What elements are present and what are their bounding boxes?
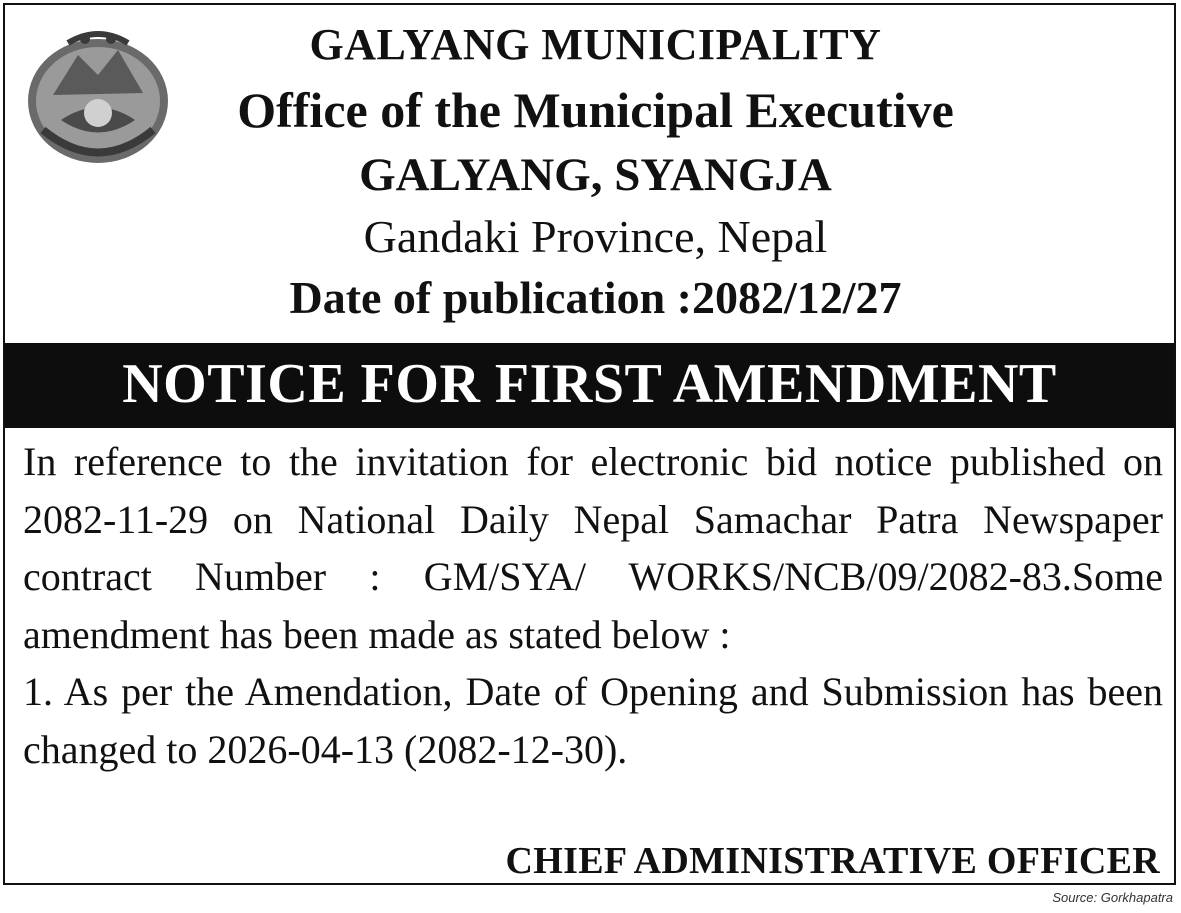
notice-paragraph-reference: In reference to the invitation for electronic bid notice published on 2082-11-29 on National Daily Nepal Samachar Patra Newspaper contract Number : GM/SYA/ WORKS/NCB/09/2082-83.Some amendment has been made as stated below : — [23, 439, 1163, 657]
notice-title-banner — [5, 343, 1174, 428]
notice-body — [23, 433, 1163, 778]
municipality-name: GALYANG MUNICIPALITY — [309, 20, 882, 69]
notice-paragraph-amendment: 1. As per the Amendation, Date of Opening and Submission has been changed to 2026-04-13 (2082-12-30). — [23, 669, 1163, 772]
notice-title: NOTICE FOR FIRST AMENDMENT — [122, 353, 1057, 415]
notice-frame — [3, 3, 1176, 885]
province-name: Gandaki Province, Nepal — [363, 211, 828, 262]
source-credit: Source: Gorkhapatra — [1052, 890, 1173, 905]
office-name: Office of the Municipal Executive — [237, 82, 954, 138]
publication-date: Date of publication :2082/12/27 — [289, 272, 902, 323]
office-location: GALYANG, SYANGJA — [359, 149, 832, 201]
signatory-title: CHIEF ADMINISTRATIVE OFFICER — [505, 840, 1160, 882]
notice-header — [5, 5, 1174, 343]
